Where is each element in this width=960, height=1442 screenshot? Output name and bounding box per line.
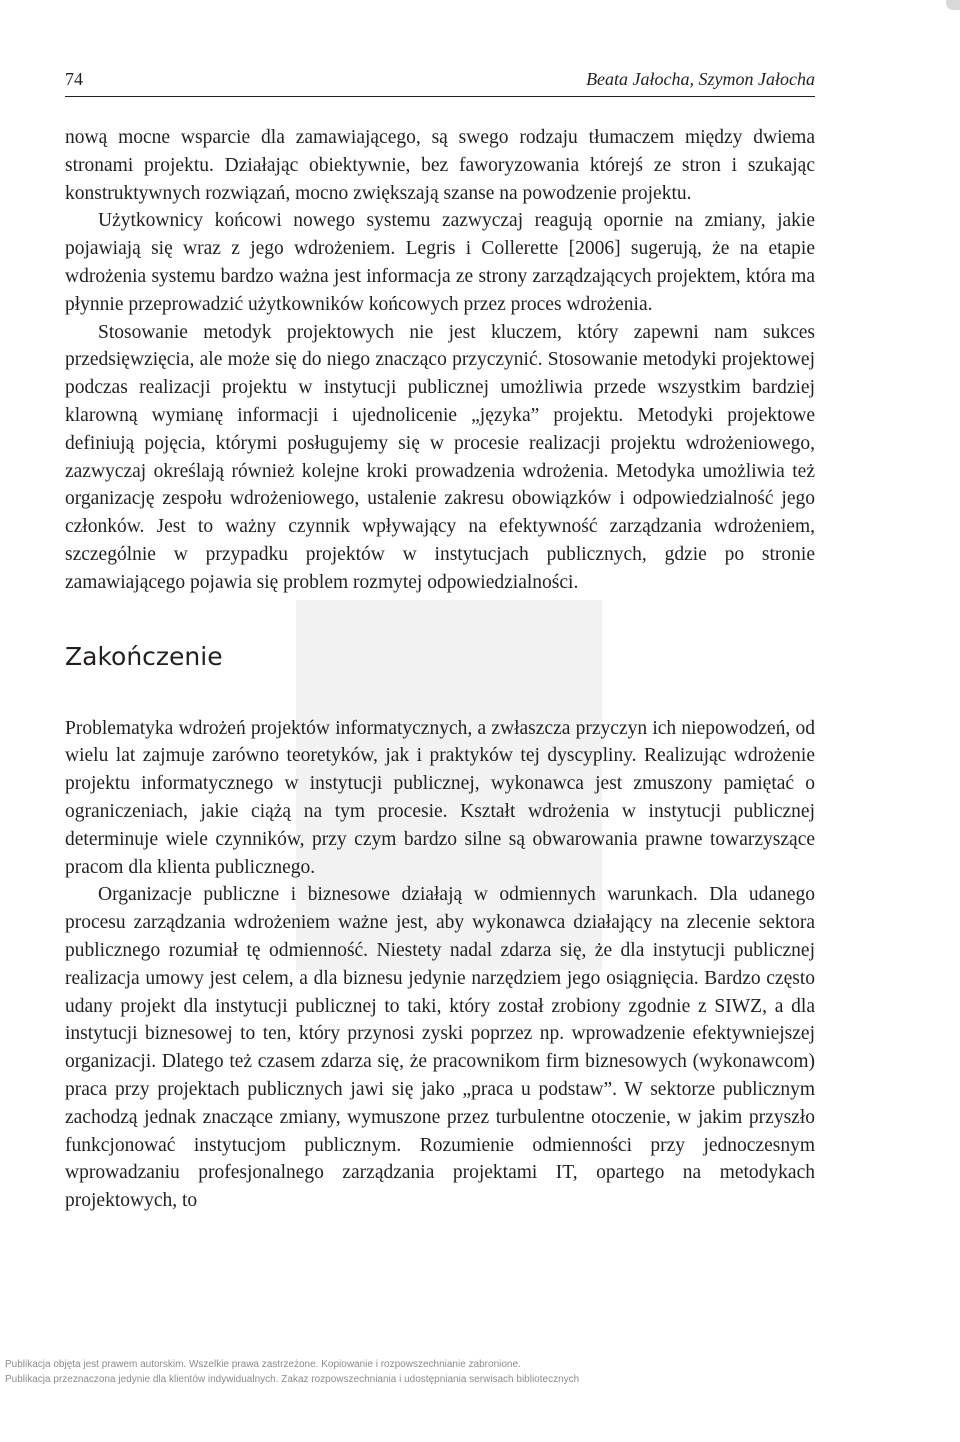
running-header <box>65 66 815 92</box>
header-rule <box>65 96 815 97</box>
paragraph: Organizacje publiczne i biznesowe działają w odmiennych warunkach. Dla udanego procesu zarządzania wdrożeniem ważne jest, aby wykonawca działający na zlecenie sektora publicznego rozumiał tę odmienność. Niestety nadal zdarza się, że dla instytucji publicznej realizacja umowy jest celem, a dla biznesu jedynie narzędziem jego osiągnięcia. Bardzo często udany projekt dla instytucji publicznej to taki, który został zrobiony zgodnie z SIWZ, a dla instytucji biznesowej to ten, który przynosi zyski poprzez np. wprowadzenie efektywniejszej organizacji. Dlatego też czasem zdarza się, że pracownikom firm biznesowych (wykonawcom) praca przy projektach publicznych jawi się jako „praca u podstaw”. W sektorze publicznym zachodzą jednak znaczące zmiany, wymuszone przez turbulentne otoczenie, w jakim przyszło funkcjonować instytucjom publicznym. Rozumienie odmienności przy jednoczesnym wprowadzaniu profesjonalnego zarządzania projektami IT, opartego na metodykach projektowych, to <box>65 884 815 1212</box>
paragraph: Użytkownicy końcowi nowego systemu zazwyczaj reagują opornie na zmiany, jakie pojawiają się wraz z jego wdrożeniem. Legris i Collerette [2006] sugerują, że na etapie wdrożenia systemu bardzo ważna jest informacja ze strony zarządzających projektem, która ma płynnie przeprowadzić użytkowników końcowych przez proces wdrożenia. <box>65 210 815 315</box>
running-authors: Beata Jałocha, Szymon Jałocha <box>586 69 815 89</box>
page-number: 74 <box>65 69 83 89</box>
copyright-footer <box>5 1357 579 1387</box>
paragraph: Problematyka wdrożeń projektów informatycznych, a zwłaszcza przyczyn ich niepowodzeń, od wielu lat zajmuje zarówno teoretyków, jak i praktyków tej dyscypliny. Realizując wdrożenie projektu informatycznego w instytucji publicznej, wykonawca jest zmuszony pamiętać o ograniczeniach, jakie ciążą na tym procesie. Kształt wdrożenia w instytucji publicznej determinuje wiele czynników, przy czym bardzo silne są obwarowania prawne towarzyszące pracom dla klienta publicznego. <box>65 717 815 878</box>
paragraph: nową mocne wsparcie dla zamawiającego, są swego rodzaju tłumaczem między dwiema stronami projektu. Działając obiektywnie, bez faworyzowania którejś ze stron i szukając konstruktywnych rozwiązań, mocno zwiększają szanse na powodzenie projektu. <box>65 127 815 204</box>
corner-mark <box>946 0 960 10</box>
body-text <box>65 124 815 1215</box>
footer-line: Publikacja przeznaczona jedynie dla klientów indywidualnych. Zakaz rozpowszechniania i udostępniania serwisach bibliotecznych <box>5 1374 580 1385</box>
footer-line: Publikacja objęta jest prawem autorskim. Wszelkie prawa zastrzeżone. Kopiowanie i rozpowszechnianie zabronione. <box>5 1359 521 1370</box>
section-heading: Zakończenie <box>65 641 223 671</box>
paragraph: Stosowanie metodyk projektowych nie jest kluczem, który zapewni nam sukces przedsięwzięcia, ale może się do niego znacząco przyczynić. Stosowanie metodyki projektowej podczas realizacji projektu w instytucji publicznej umożliwia przede wszystkim bardziej klarowną wymianę informacji i ujednolicenie „języka” projektu. Metodyki projektowe definiują pojęcia, którymi posługujemy się w procesie realizacji projektu wdrożeniowego, zazwyczaj określają również kolejne kroki prowadzenia wdrożenia. Metodyka umożliwia też organizację zespołu wdrożeniowego, ustalenie zakresu obowiązków i odpowiedzialność jego członków. Jest to ważny czynnik wpływający na efektywność zarządzania wdrożeniem, szczególnie w przypadku projektów w instytucjach publicznych, gdzie po stronie zamawiającego pojawia się problem rozmytej odpowiedzialności. <box>65 321 815 593</box>
